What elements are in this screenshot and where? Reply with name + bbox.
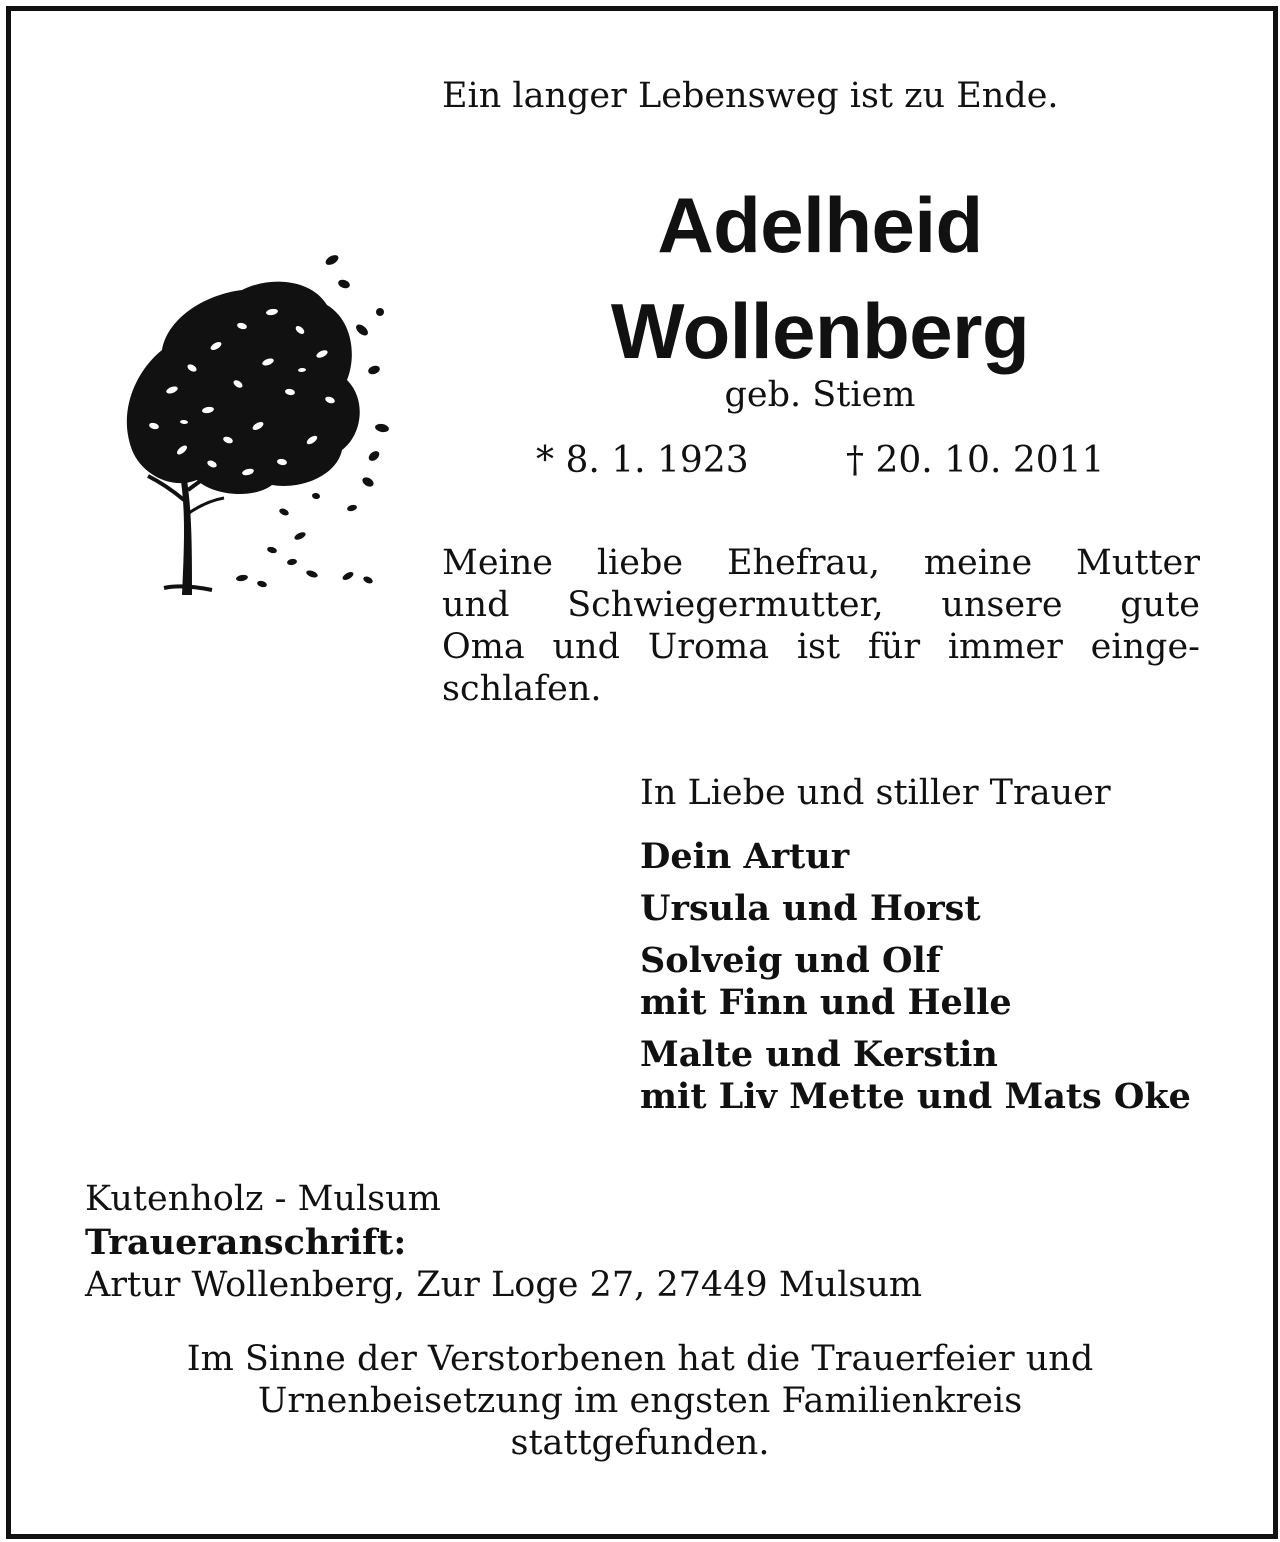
- family-member: mit Liv Mette und Mats Oke: [640, 1076, 1191, 1117]
- message-paragraph: [442, 542, 1200, 710]
- family-member: Dein Artur: [640, 836, 850, 877]
- birth-date: * 8. 1. 1923: [536, 440, 749, 481]
- message-line: schlafen.: [442, 669, 602, 709]
- closing-line: Urnenbeisetzung im engsten Familienkreis: [257, 1381, 1023, 1421]
- death-date: † 20. 10. 2011: [846, 440, 1105, 481]
- deceased-first-name: Adelheid: [657, 181, 983, 269]
- message-line: Oma und Uroma ist für immer einge-: [442, 627, 1200, 667]
- family-member: Solveig und Olf: [640, 940, 941, 981]
- closing-note: [40, 1338, 1240, 1464]
- closing-line: Im Sinne der Verstorbenen hat die Trauerfeier und: [186, 1339, 1094, 1379]
- family-member: Malte und Kerstin: [640, 1034, 998, 1075]
- mourning-address: Artur Wollenberg, Zur Loge 27, 27449 Mulsum: [85, 1265, 923, 1305]
- place-line: Kutenholz - Mulsum: [85, 1179, 441, 1219]
- family-member: mit Finn und Helle: [640, 982, 1012, 1023]
- mourning-line: In Liebe und stiller Trauer: [640, 773, 1111, 813]
- windblown-tree-icon: [112, 250, 402, 600]
- intro-line: Ein langer Lebensweg ist zu Ende.: [442, 76, 1059, 116]
- deceased-last-name: Wollenberg: [610, 287, 1030, 375]
- message-line: Meine liebe Ehefrau, meine Mutter: [442, 543, 1200, 583]
- closing-line: stattgefunden.: [510, 1423, 770, 1463]
- family-member: Ursula und Horst: [640, 888, 981, 929]
- message-line: und Schwiegermutter, unsere gute: [442, 585, 1200, 625]
- maiden-name: geb. Stiem: [724, 375, 916, 415]
- address-label: Traueranschrift:: [85, 1222, 407, 1263]
